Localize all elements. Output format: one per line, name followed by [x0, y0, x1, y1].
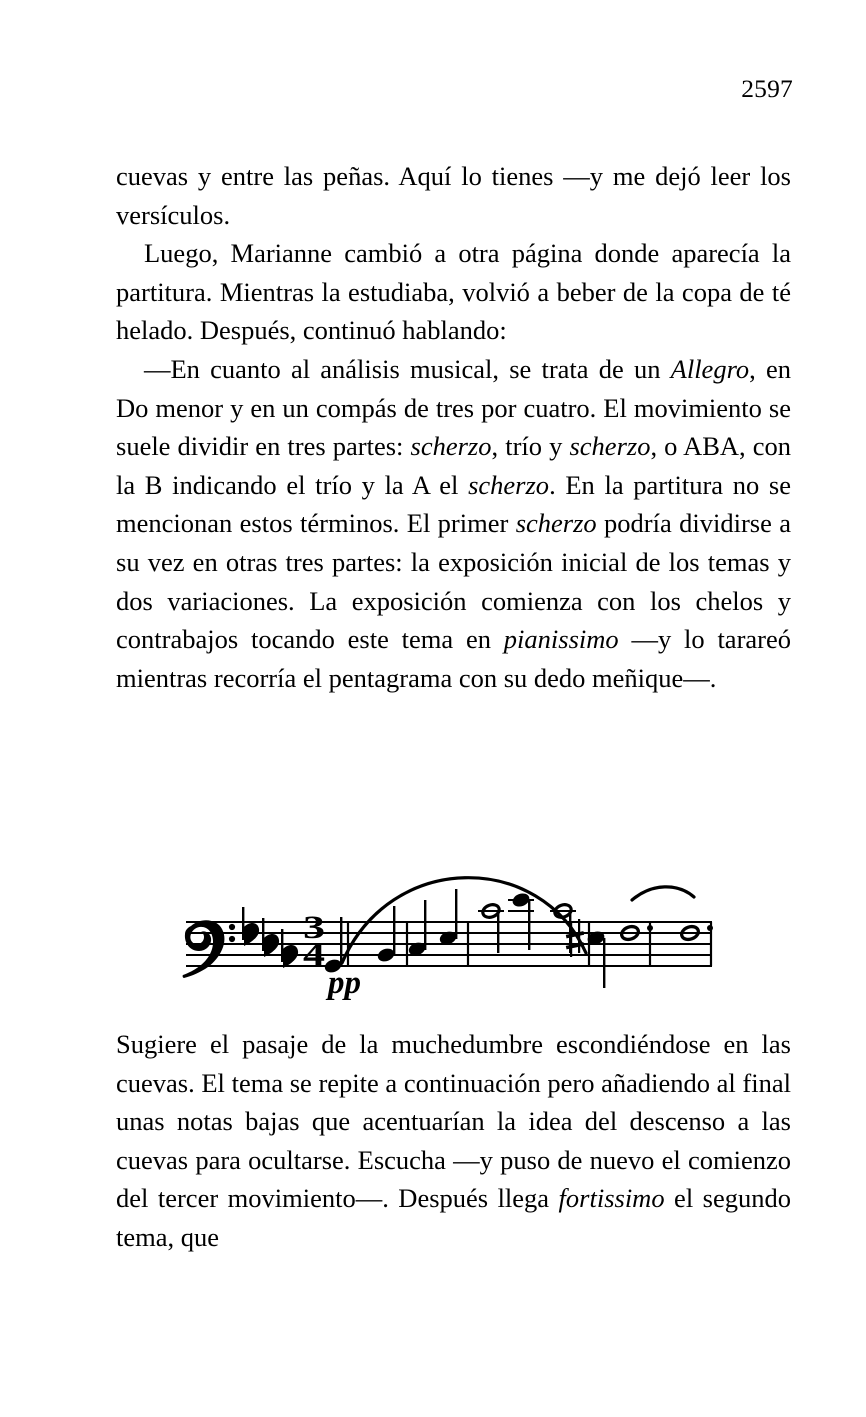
paragraph-1: [116, 157, 791, 234]
time-signature: [303, 910, 325, 973]
text-run: Luego, Marianne cambió a otra página donde aparecía la partitura. Mientras la estudiaba, volvió a beber de la copa de té helado. Después, continuó hablando:: [116, 238, 791, 346]
emphasis-term: scherzo: [569, 431, 651, 462]
svg-text:4: 4: [303, 937, 325, 973]
emphasis-term: scherzo: [410, 431, 492, 462]
emphasis-term: scherzo: [468, 469, 550, 500]
musical-staff-excerpt: [0, 845, 866, 1010]
text-run: , trío y: [491, 431, 570, 462]
note-4: [438, 889, 458, 947]
dynamic-marking-pp: pp: [328, 965, 361, 1001]
text-run: , en Do menor y en un compás de tres por cuatro. El movimiento se suele dividir en tres partes:: [116, 353, 791, 462]
slur-secondary: [632, 887, 694, 900]
note-group: [323, 889, 713, 988]
text-run: Sugiere el pasaje de la muchedumbre escondiéndose en las cuevas. El tema se repite a continuación pero añadiendo al final unas notas bajas que acentuarían la idea del descenso a las cuevas para ocultarse. Escucha —y puso de nuevo el comienzo del tercer movimiento—. Después llega: [116, 1029, 791, 1214]
slur-main: [342, 878, 586, 963]
paragraph-3: [116, 350, 791, 697]
text-column-lower: [116, 1025, 791, 1257]
emphasis-term: Allegro: [670, 353, 750, 384]
paragraph-2: [116, 234, 791, 350]
emphasis-term: fortissimo: [558, 1183, 665, 1214]
text-run: podría dividirse a su vez en otras tres partes: la exposición inicial de los temas y dos variaciones. La exposición comienza con los chelos y contrabajos tocando este tema en: [116, 508, 792, 655]
note-2: [376, 906, 396, 964]
text-run: —En cuanto al análisis musical, se trata de un: [144, 353, 671, 384]
bass-clef-icon: [183, 920, 236, 978]
key-signature-flats: [242, 907, 298, 968]
emphasis-term: pianissimo: [503, 624, 619, 655]
text-run: el segundo tema, que: [116, 1183, 791, 1252]
text-run: . En la partitura no se mencionan estos términos. El primer: [116, 469, 792, 539]
note-3: [407, 900, 427, 958]
text-column-upper: [116, 157, 791, 697]
text-run: cuevas y entre las peñas. Aquí lo tienes —y me dejó leer los versículos.: [116, 161, 791, 230]
emphasis-term: scherzo: [515, 508, 597, 539]
text-run: —y lo tarareó mientras recorría el pentagrama con su dedo meñique—.: [116, 624, 791, 693]
music-notation-svg: [0, 845, 866, 1010]
note-6: [508, 891, 534, 950]
paragraph-4: [116, 1025, 791, 1257]
text-run: , o ABA, con la B indicando el trío y la A el: [116, 431, 792, 500]
note-5: [478, 902, 504, 953]
svg-text:3: 3: [303, 910, 325, 946]
page-number: 2597: [741, 74, 793, 103]
